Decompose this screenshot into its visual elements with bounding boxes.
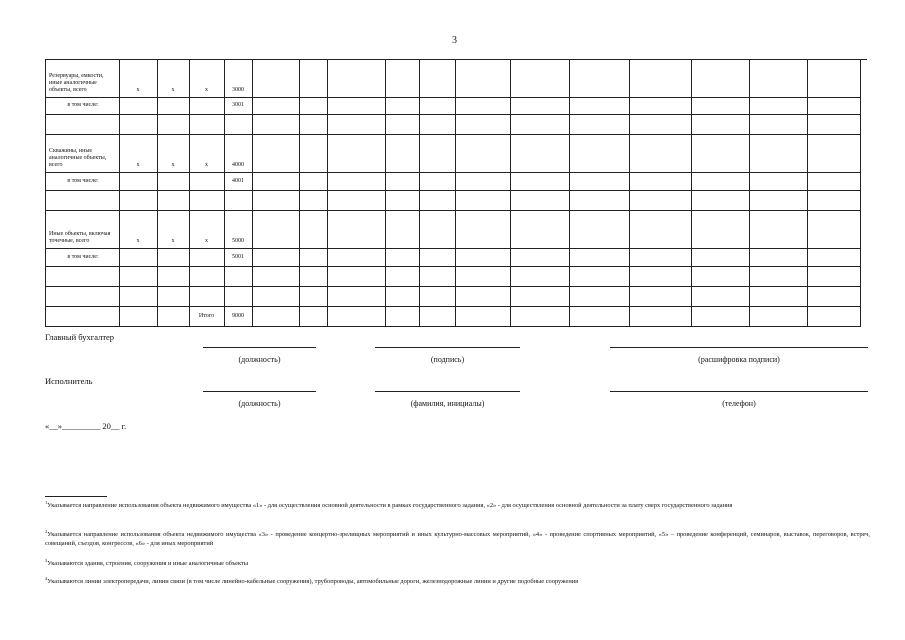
object-name-cell[interactable] — [45, 191, 120, 211]
table-cell[interactable] — [252, 211, 300, 249]
table-cell[interactable] — [157, 97, 190, 115]
caption-phone: (телефон) — [722, 399, 756, 408]
table-cell[interactable] — [569, 135, 630, 173]
table-cell[interactable] — [629, 97, 692, 115]
table-cell[interactable] — [749, 173, 808, 191]
table-cell[interactable] — [299, 135, 328, 173]
table-cell[interactable] — [252, 97, 300, 115]
table-cell[interactable] — [691, 60, 750, 98]
table-cell[interactable] — [569, 173, 630, 191]
table-cell[interactable] — [807, 307, 861, 327]
executor-name-line[interactable] — [375, 391, 520, 392]
line-code-cell: 5000 — [224, 211, 253, 249]
table-cell[interactable] — [807, 267, 861, 287]
table-cell[interactable] — [299, 267, 328, 287]
table-cell[interactable] — [455, 135, 511, 173]
object-name-cell: Резервуары, емкости, иные аналогичные объекты, всего — [45, 60, 120, 98]
chief-accountant-name-line[interactable] — [610, 347, 868, 348]
table-cell[interactable] — [510, 60, 570, 98]
table-cell[interactable] — [419, 115, 456, 135]
table-cell[interactable] — [807, 135, 861, 173]
table-cell[interactable] — [299, 249, 328, 267]
line-code-cell: 9000 — [224, 307, 253, 327]
table-cell[interactable] — [510, 97, 570, 115]
table-cell[interactable] — [299, 60, 328, 98]
table-cell[interactable] — [691, 249, 750, 267]
table-cell[interactable] — [385, 97, 420, 115]
table-cell[interactable] — [749, 115, 808, 135]
table-cell[interactable] — [510, 249, 570, 267]
object-name-cell: в том числе: — [45, 97, 120, 115]
table-cell: x — [157, 135, 190, 173]
table-row — [45, 307, 867, 327]
executor-phone-line[interactable] — [610, 391, 868, 392]
table-cell[interactable] — [189, 191, 225, 211]
table-cell[interactable] — [385, 115, 420, 135]
footnote-3-mark: 3 — [45, 557, 48, 563]
table-cell[interactable] — [119, 97, 158, 115]
table-cell[interactable] — [299, 307, 328, 327]
table-cell: x — [189, 211, 225, 249]
table-cell[interactable] — [569, 97, 630, 115]
line-code-cell[interactable] — [224, 267, 253, 287]
table-cell[interactable] — [327, 267, 386, 287]
table-cell: x — [119, 135, 158, 173]
table-cell[interactable] — [629, 173, 692, 191]
table-cell[interactable] — [327, 307, 386, 327]
object-name-cell[interactable] — [45, 267, 120, 287]
table-cell[interactable] — [691, 191, 750, 211]
table-cell[interactable] — [189, 249, 225, 267]
page-number: 3 — [452, 35, 457, 46]
table-cell[interactable] — [510, 211, 570, 249]
executor-position-line[interactable] — [203, 391, 316, 392]
chief-accountant-label: Главный бухгалтер — [45, 332, 115, 342]
object-name-cell: в том числе: — [45, 173, 120, 191]
table-cell[interactable] — [807, 211, 861, 249]
table-cell[interactable] — [327, 97, 386, 115]
table-cell[interactable] — [807, 97, 861, 115]
table-cell[interactable] — [385, 135, 420, 173]
table-cell[interactable] — [157, 191, 190, 211]
object-name-cell[interactable] — [45, 287, 120, 307]
line-code-cell[interactable] — [224, 191, 253, 211]
line-code-cell[interactable] — [224, 115, 253, 135]
table-cell[interactable] — [691, 307, 750, 327]
table-cell[interactable] — [119, 115, 158, 135]
line-code-cell: 4000 — [224, 135, 253, 173]
table-cell[interactable] — [327, 287, 386, 307]
table-cell[interactable] — [252, 135, 300, 173]
table-cell[interactable] — [455, 60, 511, 98]
table-cell[interactable] — [299, 97, 328, 115]
table-cell[interactable] — [419, 173, 456, 191]
table-cell[interactable] — [119, 173, 158, 191]
table-cell[interactable] — [569, 249, 630, 267]
table-cell[interactable] — [749, 287, 808, 307]
table-cell[interactable] — [252, 307, 300, 327]
table-cell[interactable] — [157, 173, 190, 191]
table-cell[interactable] — [419, 97, 456, 115]
table-cell: x — [119, 60, 158, 98]
table-row — [45, 115, 867, 135]
table-cell[interactable] — [327, 249, 386, 267]
table-cell[interactable] — [419, 287, 456, 307]
table-cell[interactable] — [327, 60, 386, 98]
table-cell[interactable] — [807, 249, 861, 267]
caption-signature: (подпись) — [430, 355, 465, 364]
table-cell: Итого — [189, 307, 225, 327]
table-cell[interactable] — [252, 267, 300, 287]
table-cell[interactable] — [510, 173, 570, 191]
caption-signature-decoding: (расшифровка подписи) — [698, 355, 780, 364]
footnote-divider — [45, 496, 107, 497]
table-cell[interactable] — [119, 307, 158, 327]
table-cell[interactable] — [419, 249, 456, 267]
table-cell[interactable] — [569, 115, 630, 135]
table-cell[interactable] — [691, 211, 750, 249]
table-row — [45, 267, 867, 287]
table-cell[interactable] — [252, 287, 300, 307]
table-cell[interactable] — [189, 267, 225, 287]
table-cell[interactable] — [455, 211, 511, 249]
table-cell[interactable] — [327, 211, 386, 249]
table-cell[interactable] — [385, 249, 420, 267]
table-cell[interactable] — [510, 115, 570, 135]
table-cell[interactable] — [629, 307, 692, 327]
table-cell[interactable] — [157, 249, 190, 267]
table-row — [45, 249, 867, 267]
table-cell[interactable] — [157, 307, 190, 327]
table-cell[interactable] — [691, 115, 750, 135]
table-cell[interactable] — [119, 267, 158, 287]
table-cell[interactable] — [385, 211, 420, 249]
caption-position: (должность) — [238, 355, 281, 364]
footnote-2 — [45, 530, 870, 548]
table-cell[interactable] — [189, 97, 225, 115]
table-cell[interactable] — [629, 267, 692, 287]
table-cell[interactable] — [510, 267, 570, 287]
table-cell[interactable] — [691, 287, 750, 307]
table-cell[interactable] — [629, 115, 692, 135]
footnote-1-text: Указывается направление использования объекта недвижимого имущества «1» - для осуществления основной деятельности в рамках государственного задания, «2» - для осуществления основной деятельности за плату сверх государственного задания — [47, 502, 733, 509]
table-cell[interactable] — [385, 173, 420, 191]
table-cell[interactable] — [749, 97, 808, 115]
table-cell: x — [157, 60, 190, 98]
table-cell[interactable] — [455, 287, 511, 307]
table-row — [45, 59, 867, 98]
table-cell: x — [119, 211, 158, 249]
table-cell[interactable] — [807, 115, 861, 135]
table-cell[interactable] — [749, 307, 808, 327]
table-cell[interactable] — [510, 307, 570, 327]
table-cell[interactable] — [569, 191, 630, 211]
table-cell[interactable] — [327, 191, 386, 211]
table-cell[interactable] — [807, 287, 861, 307]
table-cell[interactable] — [327, 115, 386, 135]
chief-accountant-signature-line[interactable] — [375, 347, 520, 348]
table-cell[interactable] — [385, 267, 420, 287]
table-cell[interactable] — [510, 191, 570, 211]
footnote-4-mark: 4 — [45, 575, 48, 581]
table-cell[interactable] — [189, 287, 225, 307]
table-row — [45, 173, 867, 191]
table-cell[interactable] — [299, 191, 328, 211]
table-cell[interactable] — [455, 307, 511, 327]
table-cell[interactable] — [119, 191, 158, 211]
table-cell[interactable] — [385, 191, 420, 211]
table-row — [45, 191, 867, 211]
object-name-cell: в том числе: — [45, 249, 120, 267]
table-cell[interactable] — [691, 267, 750, 287]
table-cell[interactable] — [189, 173, 225, 191]
table-cell[interactable] — [385, 307, 420, 327]
table-cell[interactable] — [749, 267, 808, 287]
table-cell[interactable] — [189, 115, 225, 135]
table-cell[interactable] — [807, 60, 861, 98]
table-cell[interactable] — [569, 287, 630, 307]
table-cell[interactable] — [569, 267, 630, 287]
footnote-2-mark: 2 — [45, 528, 48, 534]
table-cell[interactable] — [119, 249, 158, 267]
chief-accountant-position-line[interactable] — [203, 347, 316, 348]
table-cell[interactable] — [629, 191, 692, 211]
table-cell[interactable] — [419, 60, 456, 98]
table-cell[interactable] — [455, 115, 511, 135]
line-code-cell: 5001 — [224, 249, 253, 267]
table-cell[interactable] — [629, 211, 692, 249]
object-name-cell: Скважины, иные аналогичные объекты, всего — [45, 135, 120, 173]
table-cell: x — [189, 60, 225, 98]
table-cell[interactable] — [252, 249, 300, 267]
table-cell[interactable] — [629, 135, 692, 173]
table-cell[interactable] — [749, 135, 808, 173]
table-cell[interactable] — [419, 267, 456, 287]
date-line[interactable]: «__»_________ 20__ г. — [45, 421, 127, 431]
footnote-2-text: Указывается направление использования объекта недвижимого имущества «3» - проведение концертно-зрелищных мероприятий и иных культурно-массовых мероприятий, «4» - проведение спортивных мероприятий, «5» – проведение конференций, семинаров, выставок, переговоров, встреч, совещаний, съездов, конгрессов, «6» - для иных мероприятий — [45, 531, 870, 547]
table-cell[interactable] — [510, 135, 570, 173]
table-cell[interactable] — [629, 60, 692, 98]
table-cell[interactable] — [299, 287, 328, 307]
table-cell[interactable] — [252, 173, 300, 191]
table-cell[interactable] — [629, 287, 692, 307]
table-cell[interactable] — [455, 173, 511, 191]
table-cell[interactable] — [807, 173, 861, 191]
footnote-1 — [45, 501, 870, 510]
table-cell[interactable] — [385, 287, 420, 307]
table-row — [45, 135, 867, 173]
table-cell[interactable] — [299, 211, 328, 249]
table-cell[interactable] — [691, 97, 750, 115]
table-cell[interactable] — [569, 60, 630, 98]
line-code-cell: 3000 — [224, 60, 253, 98]
table-cell[interactable] — [569, 211, 630, 249]
table-cell[interactable] — [455, 249, 511, 267]
table-cell[interactable] — [157, 287, 190, 307]
object-name-cell: Иные объекты, включая точечные, всего — [45, 211, 120, 249]
table-cell: x — [157, 211, 190, 249]
table-cell[interactable] — [299, 173, 328, 191]
table-row — [45, 287, 867, 307]
line-code-cell: 4001 — [224, 173, 253, 191]
line-code-cell: 3001 — [224, 97, 253, 115]
line-code-cell[interactable] — [224, 287, 253, 307]
table-cell[interactable] — [119, 287, 158, 307]
table-cell[interactable] — [749, 60, 808, 98]
table-cell[interactable] — [749, 249, 808, 267]
table-cell: x — [189, 135, 225, 173]
table-cell[interactable] — [807, 191, 861, 211]
table-row — [45, 97, 867, 115]
table-row — [45, 211, 867, 249]
table-cell[interactable] — [455, 97, 511, 115]
table-cell[interactable] — [419, 307, 456, 327]
footnote-4-text: Указываются линии электропередачи, линии связи (в том числе линейно-кабельные сооружения), трубопроводы, автомобильные дороги, железнодорожные линии и другие подобные сооружения — [47, 578, 579, 585]
table-cell[interactable] — [252, 115, 300, 135]
table-cell[interactable] — [455, 267, 511, 287]
object-name-cell[interactable] — [45, 307, 120, 327]
table-cell[interactable] — [691, 173, 750, 191]
table-cell[interactable] — [691, 135, 750, 173]
footnote-4 — [45, 577, 870, 586]
object-name-cell[interactable] — [45, 115, 120, 135]
executor-label: Исполнитель — [45, 376, 93, 386]
objects-table — [45, 59, 867, 319]
footnote-1-mark: 1 — [45, 499, 48, 505]
table-cell[interactable] — [252, 60, 300, 98]
table-cell[interactable] — [629, 249, 692, 267]
table-cell[interactable] — [749, 191, 808, 211]
table-cell[interactable] — [157, 115, 190, 135]
table-cell[interactable] — [157, 267, 190, 287]
table-cell[interactable] — [419, 135, 456, 173]
table-cell[interactable] — [327, 135, 386, 173]
caption-full-name: (фамилия, инициалы) — [410, 399, 485, 408]
table-cell[interactable] — [569, 307, 630, 327]
footnote-3 — [45, 559, 870, 568]
table-cell[interactable] — [385, 60, 420, 98]
table-cell[interactable] — [299, 115, 328, 135]
caption-executor-position: (должность) — [238, 399, 281, 408]
table-cell[interactable] — [419, 191, 456, 211]
table-cell[interactable] — [455, 191, 511, 211]
table-cell[interactable] — [419, 211, 456, 249]
footnote-3-text: Указываются здания, строения, сооружения и иные аналогичные объекты — [47, 560, 249, 567]
table-cell[interactable] — [252, 191, 300, 211]
table-cell[interactable] — [749, 211, 808, 249]
table-cell[interactable] — [510, 287, 570, 307]
table-cell[interactable] — [327, 173, 386, 191]
